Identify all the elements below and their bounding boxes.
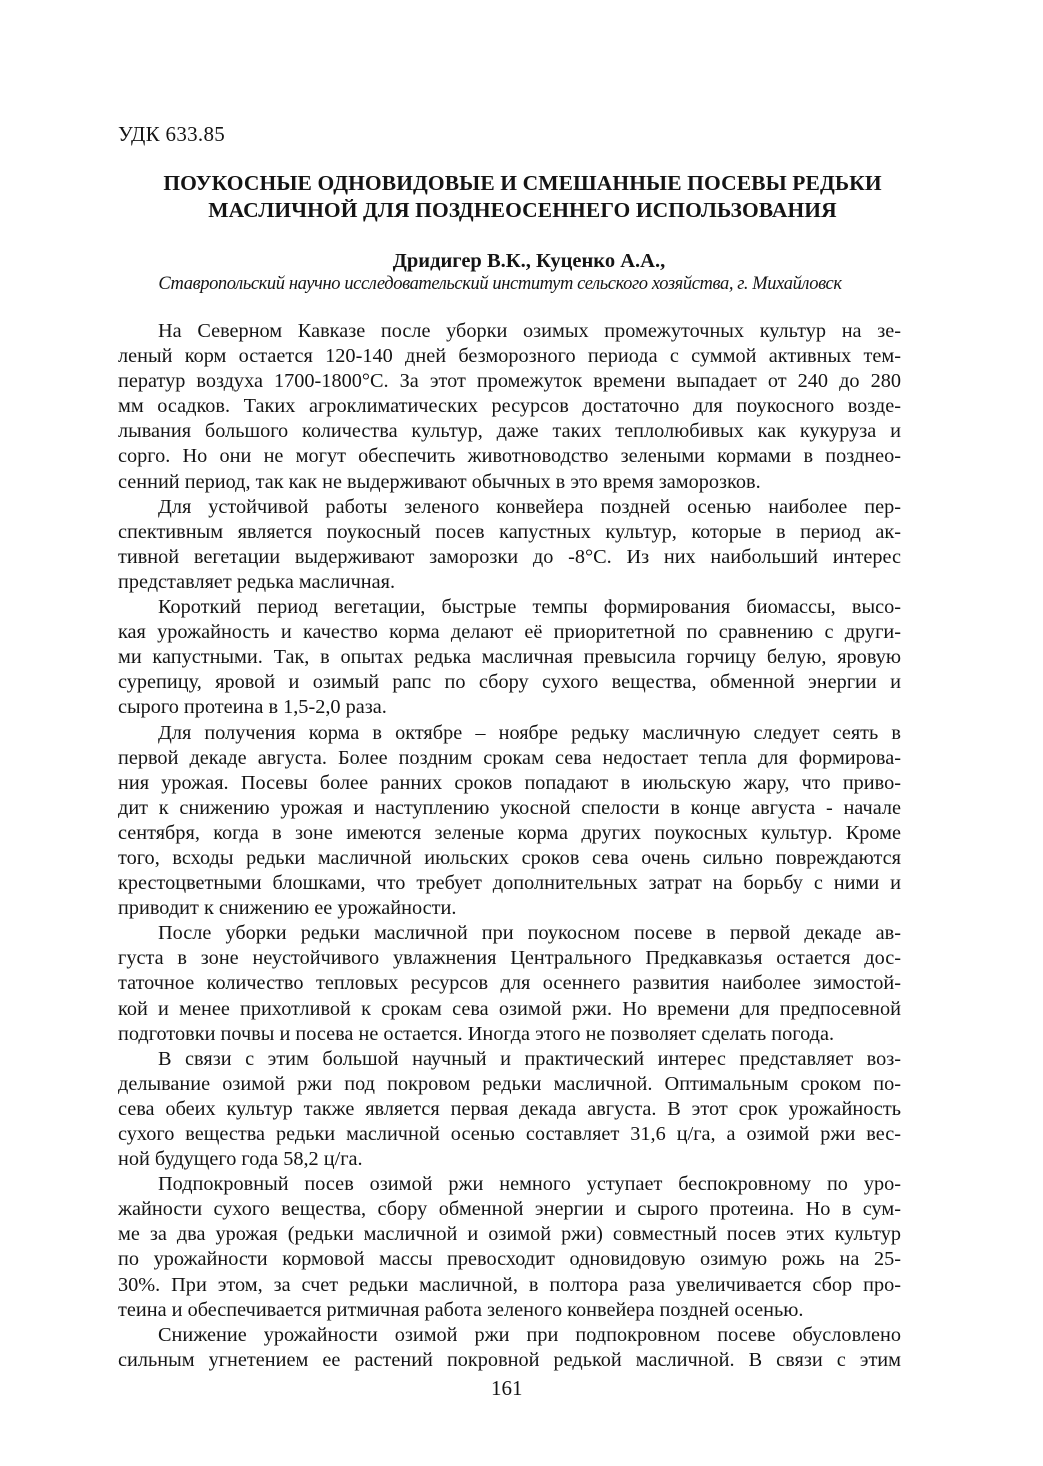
title-line: ПОУКОСНЫЕ ОДНОВИДОВЫЕ И СМЕШАННЫЕ ПОСЕВЫ РЕДЬКИ (163, 171, 882, 195)
text-line: Для устойчивой работы зеленого конвейера поздней осенью наиболее пер- (158, 495, 901, 518)
text-line: Для получения корма в октябре – ноябре редьку масличную следует сеять в (158, 721, 901, 744)
text-line: по урожайности кормовой массы превосходит одновидовую озимую рожь на 25- (118, 1248, 901, 1271)
text-line: жайности сухого вещества, сбору обменной энергии и сырого протеина. Но в сум- (118, 1198, 901, 1221)
text-line: тивной вегетации выдерживают заморозки до -8°С. Из них наибольший интерес (118, 545, 901, 568)
text-line: мм осадков. Таких агроклиматических ресурсов достаточно для поукосного возде- (118, 395, 901, 418)
text-line: сырого протеина в 1,5-2,0 раза. (118, 696, 387, 719)
text-line: сурепицу, яровой и озимый рапс по сбору сухого вещества, обменной энергии и (118, 671, 901, 694)
udc-code: УДК 633.85 (118, 122, 226, 146)
text-line: подготовки почвы и посева не остается. Иногда этого не позволяет сделать погода. (118, 1022, 835, 1045)
text-line: сухого вещества редьки масличной осенью составляет 31,6 ц/га, а озимой ржи вес- (118, 1123, 901, 1145)
text-line: таточное количество тепловых ресурсов для осеннего развития наиболее зимостой- (118, 972, 901, 995)
text-line: кая урожайность и качество корма делают её приоритетной по сравнению с други- (118, 621, 901, 644)
text-line: ми капустными. Так, в опытах редька масличная превысила горчицу белую, яровую (118, 646, 901, 669)
text-line: приводит к снижению ее урожайности. (118, 897, 457, 920)
text-line: спективным является поукосный посев капустных культур, которые в период ак- (118, 520, 901, 543)
text-line: Снижение урожайности озимой ржи при подпокровном посеве обусловлено (158, 1323, 901, 1346)
title-line: МАСЛИЧНОЙ ДЛЯ ПОЗДНЕОСЕННЕГО ИСПОЛЬЗОВАНИЯ (208, 198, 837, 222)
text-line: густа в зоне неустойчивого увлажнения Центрального Предкавказья остается дос- (118, 947, 901, 970)
text-line: 30%. При этом, за счет редьки масличной, в полтора раза увеличивается сбор про- (118, 1273, 901, 1296)
text-line: ния урожая. Посевы более ранних сроков попадают в июльскую жару, что приво- (118, 771, 901, 794)
text-line: Подпокровный посев озимой ржи немного уступает беспокровному по уро- (158, 1173, 901, 1196)
text-line: представляет редька масличная. (118, 570, 396, 593)
text-line: сорго. Но они не могут обеспечить животноводство зелеными кормами в позднео- (118, 445, 901, 468)
text-line: кой и менее прихотливой к срокам сева озимой ржи. Но времени для предпосевной (118, 997, 901, 1020)
affiliation: Ставропольский научно исследовательский институт сельского хозяйства, г. Михайловск (158, 274, 842, 294)
body-text (118, 319, 901, 1373)
text-line: первой декаде августа. Более поздним срокам сева недостает тепла для формирова- (118, 746, 901, 769)
text-line: Короткий период вегетации, быстрые темпы формирования биомассы, высо- (158, 596, 901, 619)
text-line: делывание озимой ржи под покровом редьки масличной. Оптимальным сроком по- (118, 1072, 901, 1095)
text-line: теина и обеспечивается ритмичная работа зеленого конвейера поздней осенью. (118, 1298, 804, 1321)
text-line: ной будущего года 58,2 ц/га. (118, 1148, 363, 1171)
text-line: сильным угнетением ее растений покровной редькой масличной. В связи с этим (118, 1348, 901, 1371)
text-line: ме за два урожая (редьки масличной и озимой ржи) совместный посев этих культур (118, 1223, 901, 1246)
page-number: 161 (491, 1376, 523, 1400)
text-line: лывания большого количества культур, даже таких теплолюбивых как кукуруза и (118, 420, 901, 443)
text-line: сентября, когда в зоне имеются зеленые корма других поукосных культур. Кроме (118, 821, 901, 844)
authors: Дридигер В.К., Куценко А.А., (392, 250, 666, 272)
text-line: дит к снижению урожая и наступлению укосной спелости в конце августа - начале (118, 796, 901, 819)
article-title (100, 170, 945, 224)
text-line: того, всходы редьки масличной июльских сроков сева очень сильно повреждаются (118, 846, 901, 869)
text-line: крестоцветными блошками, что требует дополнительных затрат на борьбу с ними и (118, 872, 901, 895)
text-line: В связи с этим большой научный и практический интерес представляет воз- (158, 1047, 901, 1070)
text-line: леный корм остается 120-140 дней безморозного периода с суммой активных тем- (118, 345, 901, 368)
text-line: На Северном Кавказе после уборки озимых промежуточных культур на зе- (158, 320, 901, 342)
text-line: сева обеих культур также является первая декада августа. В этот срок урожайность (118, 1097, 901, 1120)
text-line: ператур воздуха 1700-1800°С. За этот промежуток времени выпадает от 240 до 280 (118, 370, 901, 393)
text-line: сенний период, так как не выдерживают обычных в это время заморозков. (118, 470, 761, 493)
text-line: После уборки редьки масличной при поукосном посеве в первой декаде ав- (158, 922, 901, 945)
